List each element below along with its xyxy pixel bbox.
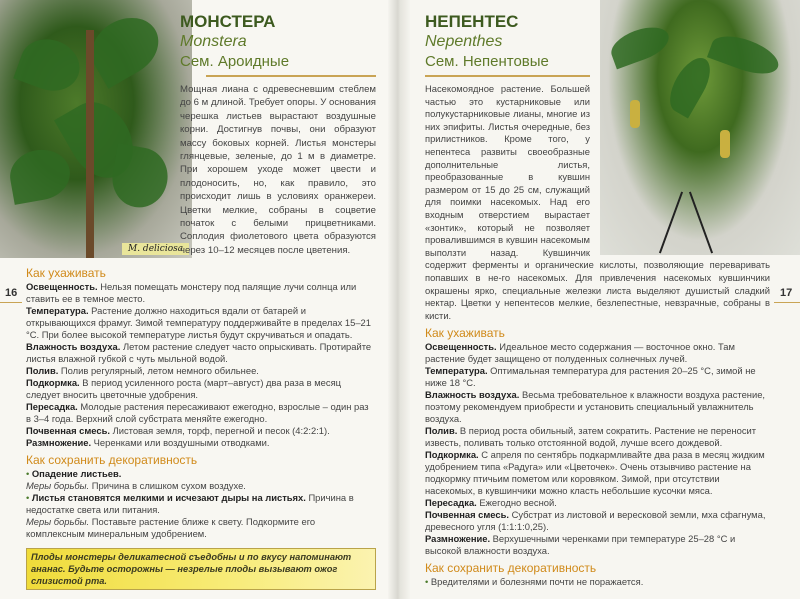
care-item [26,341,376,365]
problem-item [26,468,376,480]
care-text: В период роста обильный, затем сократить. Растение не переносит известь, поливать только отстоянной водой, лучше всего дождевой. [425,425,757,449]
photo-caption: M. deliciosa [122,243,189,255]
care-label: Подкормка. [425,449,479,461]
care-item [425,497,770,509]
problem-cause: Причина в недостатке света или питания. [26,492,354,515]
care-label: Пересадка. [425,497,477,509]
decorative-bullets [425,576,770,588]
care-item [26,425,376,437]
care-label: Температура. [425,365,488,377]
care-item [425,509,770,533]
problem-title: Опадение листьев. [31,468,122,479]
care-item [425,389,770,425]
care-label: Пересадка. [26,401,78,412]
care-item [26,377,376,401]
care-label: Влажность воздуха. [425,389,520,401]
care-item [425,449,770,497]
care-text: Листовая земля, торф, перегной и песок (4:2:2:1). [109,425,330,436]
care-label: Размножение. [425,533,491,545]
care-item [425,341,770,365]
care-label: Полив. [425,425,458,437]
measures-text: Причина в слишком сухом воздухе. [89,480,246,491]
care-item [425,425,770,449]
title-rule [206,75,376,77]
care-label: Освещенность. [425,341,497,353]
care-label: Размножение. [26,437,92,448]
bullet-icon: • [26,468,32,479]
care-item [26,437,376,449]
problem-item [26,492,376,516]
care-item [26,281,376,305]
measures-label: Меры борьбы. [26,480,90,491]
care-text: С апреля по сентябрь подкармливайте два раза в месяц жидким удобрением типа «Радуга» или «Цветочек». Очень отзывчиво растение на подкормку птичьим пометом или коровяком. Зимой, при отсутствии насекомых, в кувшинчики можно класть небольшие кусочки мяса. [425,449,765,497]
page-number: 16 [5,287,18,299]
care-text: Полив регулярный, летом немного обильнее. [58,365,259,376]
care-label: Почвенная смесь. [26,425,110,436]
photo-spacer [0,12,180,262]
care-label: Температура. [26,305,89,316]
care-item [26,365,376,377]
care-list [26,281,376,449]
photo-spacer [590,12,770,258]
care-text: Верхушечными черенками при температуре 25–28 °С и высокой влажности воздуха. [425,533,736,557]
intro-continued: го насекомых. Для привлечения насекомых кувшинчики окрашены ярко, специальные железки листа выделяют душистый сладкий нектар. Цветки у непентесов мелкие, безлепестные, невзрачные, собраны в кисти. [425,271,770,321]
care-text: Летом растение следует часто опрыскивать. Протирайте листья влажной губкой с чуть мыльной водой. [26,341,372,364]
latin-name: Nepenthes [425,33,503,50]
measures-text: Поставьте растение ближе к свету. Подкормите его комплексным минеральным удобрением. [26,516,316,539]
care-list [425,341,770,557]
bullet-text: Вредителями и болезнями почти не поражается. [430,576,644,588]
plant-title: МОНСТЕРА [180,12,276,31]
care-item [26,401,376,425]
left-text-column [26,12,376,590]
problem-title: Листья становятся мелкими и исчезают дыры на листьях. [31,492,306,503]
care-text: В период усиленного роста (март–август) два раза в месяц следует вносить цветочные удобрения. [26,377,342,400]
measures-label: Меры борьбы. [26,516,90,527]
care-text: Субстрат из листовой и вересковой земли, мха сфагнума, древесного угля (1:1:1:0,25). [425,509,766,533]
intro-text: Мощная лиана с одревесневшим стеблем до 6 м длиной. Требует опоры. У основания черешка листьев вырастают воздушные корни. Достигнув почвы, они образуют массу боковых корней. Листья монстеры глянцевые, зеленые, до 1 м в диаметре. При хорошем уходе может цвести и плодоносить, но, как правило, это происходит лишь в условиях оранжереи. Цветки мелкие, собраны в соцветие початок с белыми прицветниками. Соплодия фиолетового цвета образуются через 10–12 месяцев после цветения. [180,84,376,256]
decorative-heading: Как сохранить декоративность [26,453,198,467]
plant-title: НЕПЕНТЕС [425,12,519,31]
bullet-icon: • [425,576,431,588]
plant-family: Сем. Непентовые [425,53,549,70]
intro-start: Насекомоядное растение. Большей частью это кустарниковые или полукустарниковые лианы, многие из них эпифиты. Листья очередные, без прилистников. Кроме того, у непентеса развиты своеобразные дополнительные листья, преобразованные в кувшин размером от 15 до 25 см, служащий для поимки насекомых. Над его входным отверстием вырастает «зонтик», который не позволяет провалившимся в кувшин насекомым выползти назад. Кувшинчик содержит ферменты и органические кислоты, позволяющие переваривать попавших в не- [425,83,770,283]
title-rule [425,75,590,77]
right-text-column [425,12,770,588]
problem-measures [26,480,376,492]
care-text: Растение должно находиться вдали от батарей и открывающихся фрамуг. Зимой температуру поддерживайте в пределах 15–21 °С. При более высокой температуре листья будут скручиваться и опадать. [26,305,371,340]
care-item [425,365,770,389]
plant-family: Сем. Ароидные [180,53,290,70]
care-text: Идеальное место содержания — восточное окно. Там растение будет защищено от полуденных солнечных лучей. [425,341,735,365]
care-label: Влажность воздуха. [26,341,121,352]
care-text: Молодые растения пересаживают ежегодно, взрослые – один раз в 3–4 года. Верхний слой субстрата меняйте ежегодно. [26,401,369,424]
decorative-heading: Как сохранить декоративность [425,561,597,576]
care-label: Почвенная смесь. [425,509,509,521]
problems-list [26,468,376,540]
latin-name: Monstera [180,33,247,50]
book-gutter [388,0,410,599]
care-label: Подкормка. [26,377,80,388]
care-label: Освещенность. [26,281,98,292]
care-text: Весьма требовательное к влажности воздуха растение, поэтому рекомендуем приобрести и установить специальный увлажнитель воздуха. [425,389,766,425]
care-item [425,533,770,557]
tip-box: Плоды монстеры деликатесной съедобны и по вкусу напоминают ананас. Будьте осторожны — незрелые плоды вызывают ожог слизистой рта. [26,548,376,590]
bullet-item [425,576,770,588]
care-label: Полив. [26,365,59,376]
bullet-icon: • [26,492,32,503]
problem-measures [26,516,376,540]
page-number: 17 [780,287,793,299]
page-number-rule [0,302,22,303]
care-text: Оптимальная температура для растения 20–25 °С, зимой не ниже 18 °С. [425,365,756,389]
care-text: Черенками или воздушными отводками. [91,437,270,448]
page-number-rule [774,302,800,303]
care-heading: Как ухаживать [26,266,106,280]
care-text: Нельзя помещать монстеру под палящие лучи солнца или ставить ее в темное место. [26,281,357,304]
care-text: Ежегодно весной. [476,497,557,509]
care-item [26,305,376,341]
care-heading: Как ухаживать [425,326,505,341]
